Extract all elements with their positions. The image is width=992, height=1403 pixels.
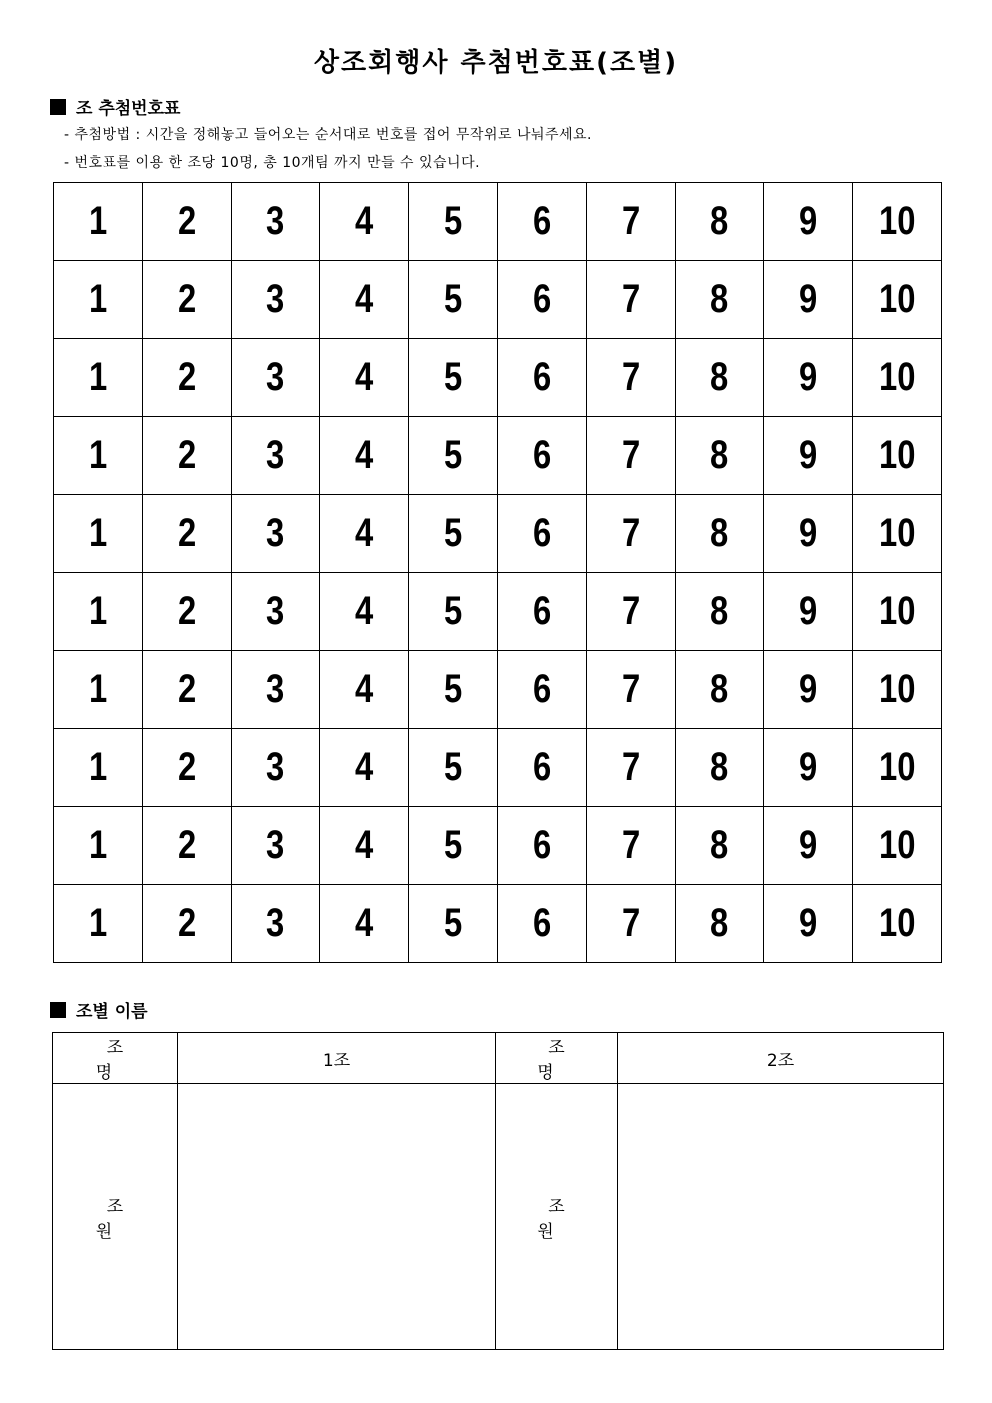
number-cell: [54, 183, 143, 261]
number-label: 3: [266, 433, 285, 477]
number-label: 9: [799, 199, 818, 243]
number-cell: [409, 417, 498, 495]
number-cell: [142, 183, 231, 261]
number-label: 9: [799, 901, 818, 945]
number-grid-row: [54, 885, 942, 963]
number-cell: [586, 651, 675, 729]
number-cell: [231, 183, 320, 261]
section-heading-label: 조 추첨번호표: [76, 99, 181, 119]
number-label: 5: [443, 355, 463, 399]
number-cell: [231, 573, 320, 651]
number-label: 4: [355, 511, 374, 555]
number-label: 8: [710, 667, 729, 711]
number-cell: [497, 417, 586, 495]
number-label: 7: [621, 433, 640, 477]
number-cell: [320, 651, 409, 729]
number-label: 2: [177, 511, 196, 555]
number-cell: [320, 339, 409, 417]
number-cell: [409, 885, 498, 963]
number-label: 2: [177, 589, 196, 633]
number-cell: [231, 651, 320, 729]
group-member-label: 조 원: [496, 1084, 618, 1350]
number-label: 4: [355, 199, 374, 243]
number-cell: [853, 495, 942, 573]
number-label: 6: [532, 901, 551, 945]
number-label: 8: [710, 199, 729, 243]
number-label: 10: [878, 745, 916, 789]
number-label: 9: [799, 355, 818, 399]
group-member-label: 조 원: [53, 1084, 178, 1350]
number-label: 1: [88, 667, 108, 711]
number-cell: [764, 495, 853, 573]
number-label: 3: [266, 745, 285, 789]
number-label: 3: [266, 823, 285, 867]
number-cell: [853, 651, 942, 729]
number-cell: [54, 261, 143, 339]
number-cell: [409, 261, 498, 339]
number-grid: [53, 182, 942, 963]
number-label: 2: [177, 667, 196, 711]
number-label: 1: [88, 745, 108, 789]
number-cell: [675, 261, 764, 339]
number-cell: [675, 729, 764, 807]
number-label: 2: [177, 199, 196, 243]
number-label: 2: [177, 433, 196, 477]
number-cell: [497, 651, 586, 729]
number-cell: [853, 729, 942, 807]
note-method: - 추첨방법 : 시간을 정해놓고 들어오는 순서대로 번호를 접어 무작위로 나눠주세요.: [64, 127, 593, 143]
number-cell: [497, 807, 586, 885]
number-label: 9: [799, 433, 818, 477]
number-grid-row: [54, 339, 942, 417]
note-capacity: - 번호표를 이용 한 조당 10명, 총 10개팀 까지 만들 수 있습니다.: [64, 155, 481, 171]
number-grid-row: [54, 495, 942, 573]
number-label: 10: [878, 433, 916, 477]
number-label: 1: [88, 901, 108, 945]
number-cell: [409, 495, 498, 573]
number-cell: [409, 183, 498, 261]
number-cell: [586, 573, 675, 651]
number-cell: [54, 417, 143, 495]
number-label: 4: [355, 667, 374, 711]
number-cell: [320, 807, 409, 885]
number-label: 5: [443, 745, 463, 789]
number-label: 7: [621, 199, 640, 243]
square-bullet-icon: [50, 99, 66, 115]
number-label: 1: [88, 199, 108, 243]
number-cell: [586, 807, 675, 885]
number-label: 10: [878, 589, 916, 633]
number-cell: [231, 885, 320, 963]
number-label: 7: [621, 511, 640, 555]
number-cell: [853, 417, 942, 495]
number-cell: [764, 885, 853, 963]
number-label: 7: [621, 745, 640, 789]
number-label: 8: [710, 511, 729, 555]
number-cell: [497, 339, 586, 417]
number-label: 3: [266, 355, 285, 399]
group-name-label: 조 명: [496, 1033, 618, 1084]
number-label: 1: [88, 355, 108, 399]
number-cell: [231, 261, 320, 339]
number-cell: [586, 417, 675, 495]
number-cell: [586, 885, 675, 963]
number-cell: [142, 417, 231, 495]
number-cell: [54, 651, 143, 729]
number-cell: [142, 573, 231, 651]
number-cell: [142, 339, 231, 417]
number-label: 5: [443, 199, 463, 243]
number-cell: [142, 807, 231, 885]
number-label: 6: [532, 823, 551, 867]
number-label: 3: [266, 511, 285, 555]
number-label: 2: [177, 823, 196, 867]
number-label: 3: [266, 667, 285, 711]
number-cell: [675, 573, 764, 651]
number-label: 4: [355, 901, 374, 945]
number-cell: [409, 651, 498, 729]
number-label: 4: [355, 277, 374, 321]
page-title: 상조회행사 추첨번호표(조별): [313, 48, 679, 78]
number-label: 4: [355, 433, 374, 477]
number-label: 3: [266, 589, 285, 633]
number-cell: [853, 339, 942, 417]
number-grid-row: [54, 417, 942, 495]
number-label: 10: [878, 277, 916, 321]
number-label: 2: [177, 901, 196, 945]
number-cell: [586, 495, 675, 573]
number-cell: [142, 495, 231, 573]
number-label: 6: [532, 511, 551, 555]
number-cell: [853, 183, 942, 261]
number-label: 3: [266, 277, 285, 321]
number-label: 5: [443, 667, 463, 711]
number-label: 1: [88, 511, 108, 555]
number-cell: [320, 495, 409, 573]
number-label: 10: [878, 355, 916, 399]
number-label: 6: [532, 745, 551, 789]
number-cell: [853, 261, 942, 339]
number-cell: [764, 417, 853, 495]
number-cell: [54, 573, 143, 651]
number-cell: [320, 573, 409, 651]
number-cell: [54, 729, 143, 807]
number-cell: [320, 885, 409, 963]
number-label: 7: [621, 901, 640, 945]
number-cell: [764, 573, 853, 651]
group-names-table: [52, 1032, 944, 1350]
number-label: 10: [878, 901, 916, 945]
number-cell: [853, 885, 942, 963]
number-cell: [764, 729, 853, 807]
number-cell: [853, 573, 942, 651]
number-cell: [675, 885, 764, 963]
group-2-members-cell: [618, 1084, 944, 1350]
number-label: 9: [799, 511, 818, 555]
number-label: 5: [443, 901, 463, 945]
number-label: 6: [532, 277, 551, 321]
number-label: 1: [88, 589, 108, 633]
number-label: 8: [710, 823, 729, 867]
group-1-members-cell: [178, 1084, 496, 1350]
number-label: 2: [177, 277, 196, 321]
number-grid-row: [54, 261, 942, 339]
number-cell: [231, 495, 320, 573]
number-cell: [54, 339, 143, 417]
number-label: 6: [532, 199, 551, 243]
number-cell: [409, 339, 498, 417]
section-heading-label: 조별 이름: [76, 1002, 148, 1022]
number-cell: [54, 807, 143, 885]
number-cell: [586, 339, 675, 417]
number-label: 9: [799, 745, 818, 789]
number-grid-row: [54, 573, 942, 651]
number-cell: [409, 807, 498, 885]
number-label: 8: [710, 901, 729, 945]
number-label: 1: [88, 277, 108, 321]
square-bullet-icon: [50, 1002, 66, 1018]
section-heading-group-names: [50, 997, 148, 1022]
number-label: 6: [532, 589, 551, 633]
number-grid-row: [54, 807, 942, 885]
number-label: 6: [532, 355, 551, 399]
number-label: 7: [621, 277, 640, 321]
number-label: 7: [621, 823, 640, 867]
number-cell: [497, 261, 586, 339]
number-cell: [497, 183, 586, 261]
number-label: 5: [443, 433, 463, 477]
number-label: 9: [799, 277, 818, 321]
number-cell: [54, 885, 143, 963]
number-label: 9: [799, 589, 818, 633]
number-cell: [586, 183, 675, 261]
number-cell: [142, 651, 231, 729]
number-label: 8: [710, 277, 729, 321]
number-cell: [675, 417, 764, 495]
number-cell: [764, 651, 853, 729]
number-cell: [586, 729, 675, 807]
group-name-label: 조 명: [53, 1033, 178, 1084]
number-cell: [497, 573, 586, 651]
number-label: 3: [266, 199, 285, 243]
number-cell: [409, 729, 498, 807]
number-cell: [675, 339, 764, 417]
number-label: 7: [621, 589, 640, 633]
number-label: 7: [621, 667, 640, 711]
number-cell: [54, 495, 143, 573]
group-2-name: 2조: [618, 1033, 944, 1084]
number-cell: [320, 183, 409, 261]
number-cell: [675, 495, 764, 573]
number-label: 6: [532, 667, 551, 711]
number-label: 10: [878, 823, 916, 867]
number-cell: [497, 885, 586, 963]
number-cell: [320, 729, 409, 807]
number-label: 5: [443, 589, 463, 633]
number-label: 10: [878, 199, 916, 243]
number-label: 9: [799, 667, 818, 711]
number-label: 5: [443, 823, 463, 867]
number-cell: [231, 807, 320, 885]
number-label: 8: [710, 355, 729, 399]
number-cell: [764, 807, 853, 885]
number-cell: [409, 573, 498, 651]
section-heading-lottery: [50, 94, 180, 119]
number-label: 4: [355, 589, 374, 633]
number-label: 8: [710, 745, 729, 789]
number-cell: [586, 261, 675, 339]
number-cell: [764, 183, 853, 261]
number-cell: [497, 729, 586, 807]
number-label: 4: [355, 745, 374, 789]
number-cell: [853, 807, 942, 885]
number-cell: [142, 885, 231, 963]
number-label: 4: [355, 823, 374, 867]
number-label: 2: [177, 355, 196, 399]
number-label: 8: [710, 433, 729, 477]
number-label: 3: [266, 901, 285, 945]
number-label: 1: [88, 433, 108, 477]
number-cell: [675, 807, 764, 885]
number-grid-row: [54, 729, 942, 807]
number-label: 7: [621, 355, 640, 399]
number-cell: [497, 495, 586, 573]
group-1-name: 1조: [178, 1033, 496, 1084]
number-label: 5: [443, 511, 463, 555]
number-cell: [764, 261, 853, 339]
number-cell: [231, 729, 320, 807]
number-label: 4: [355, 355, 374, 399]
number-grid-row: [54, 651, 942, 729]
number-label: 5: [443, 277, 463, 321]
number-label: 10: [878, 667, 916, 711]
number-cell: [142, 261, 231, 339]
number-label: 9: [799, 823, 818, 867]
number-cell: [675, 651, 764, 729]
number-label: 6: [532, 433, 551, 477]
number-cell: [142, 729, 231, 807]
number-label: 2: [177, 745, 196, 789]
number-cell: [764, 339, 853, 417]
number-cell: [320, 261, 409, 339]
number-cell: [231, 339, 320, 417]
number-label: 8: [710, 589, 729, 633]
number-label: 10: [878, 511, 916, 555]
number-label: 1: [88, 823, 108, 867]
number-cell: [675, 183, 764, 261]
number-cell: [231, 417, 320, 495]
number-grid-row: [54, 183, 942, 261]
number-cell: [320, 417, 409, 495]
